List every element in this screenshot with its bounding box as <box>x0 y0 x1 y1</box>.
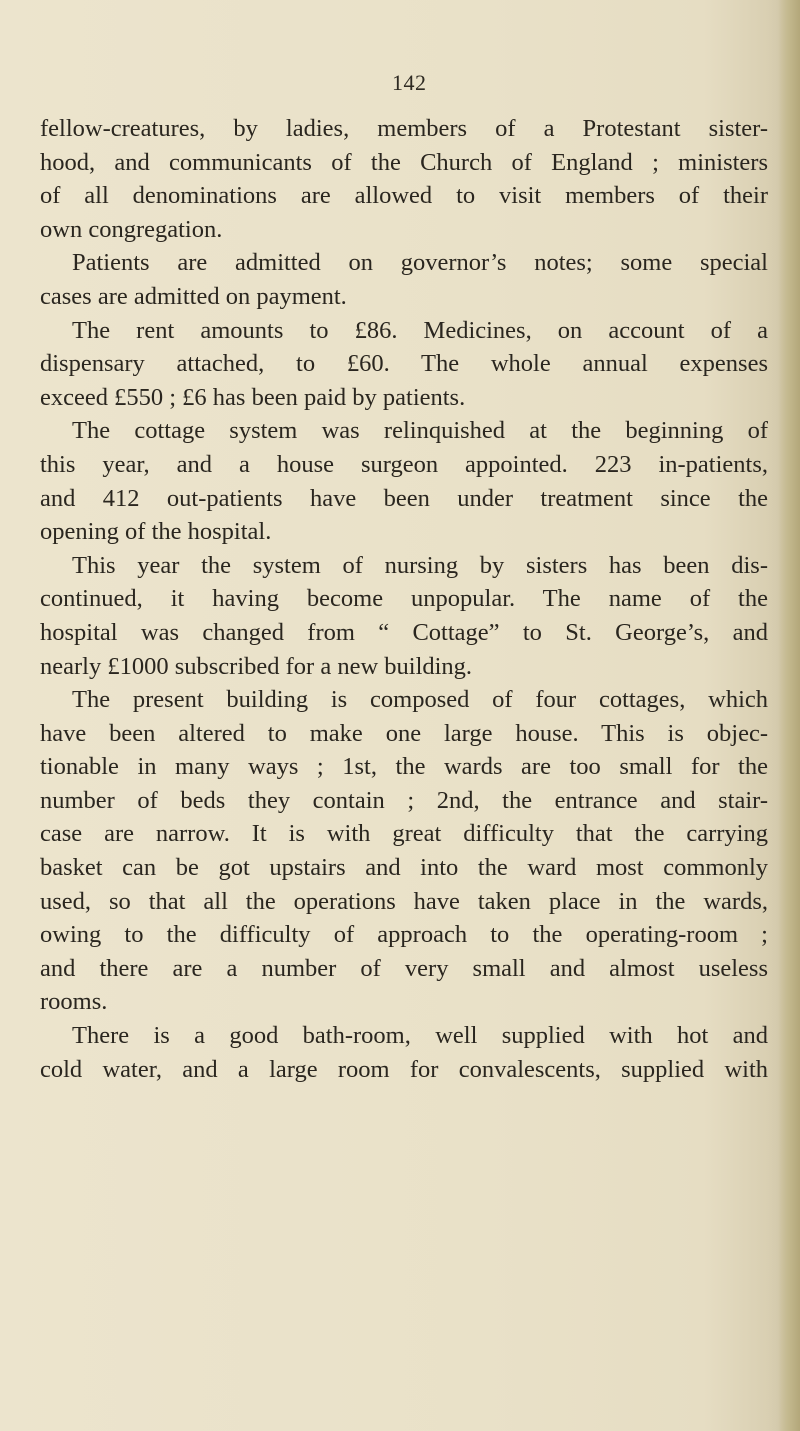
text-line: own congregation. <box>40 215 223 243</box>
text-line: The cottage system was relinquished at the beginning of <box>72 417 768 445</box>
text-line: hood, and communicants of the Church of England ; ministers <box>40 148 768 176</box>
text-line: Patients are admitted on governor’s notes; some special <box>72 249 768 277</box>
text-line: hospital was changed from “ Cottage” to St. George’s, and <box>40 618 768 646</box>
text-line: rooms. <box>40 988 108 1016</box>
text-line: dispensary attached, to £60. The whole annual expenses <box>40 350 768 378</box>
text-line: and there are a number of very small and almost useless <box>40 954 768 982</box>
text-line: owing to the difficulty of approach to the operating-room ; <box>40 921 768 949</box>
text-line: cases are admitted on payment. <box>40 282 347 310</box>
text-line: fellow-creatures, by ladies, members of a Protestant sister- <box>40 115 768 142</box>
text-line: opening of the hospital. <box>40 518 272 546</box>
page-number: 142 <box>392 70 427 95</box>
text-line: of all denominations are allowed to visit members of their <box>40 182 768 210</box>
text-line: nearly £1000 subscribed for a new building. <box>40 652 473 680</box>
text-line: This year the system of nursing by sisters has been dis- <box>72 551 768 579</box>
body-text <box>40 112 768 1086</box>
text-line: case are narrow. It is with great difficulty that the carrying <box>40 820 768 848</box>
text-line: tionable in many ways ; 1st, the wards are too small for the <box>40 753 768 781</box>
text-line: used, so that all the operations have taken place in the wards, <box>40 887 768 915</box>
text-line: number of beds they contain ; 2nd, the entrance and stair- <box>40 786 768 814</box>
text-line: continued, it having become unpopular. The name of the <box>40 585 768 613</box>
text-line: this year, and a house surgeon appointed. 223 in-patients, <box>40 450 768 478</box>
text-line: There is a good bath-room, well supplied with hot and <box>72 1022 768 1050</box>
text-line: cold water, and a large room for convalescents, supplied with <box>40 1055 768 1083</box>
text-line: and 412 out-patients have been under treatment since the <box>40 484 768 512</box>
text-line: basket can be got upstairs and into the ward most commonly <box>40 854 768 882</box>
text-line: The rent amounts to £86. Medicines, on account of a <box>72 316 768 344</box>
text-line: have been altered to make one large house. This is objec- <box>40 719 768 747</box>
page-edge-shadow <box>778 0 800 1431</box>
text-line: The present building is composed of four cottages, which <box>72 686 768 714</box>
text-line: exceed £550 ; £6 has been paid by patients. <box>40 383 466 411</box>
